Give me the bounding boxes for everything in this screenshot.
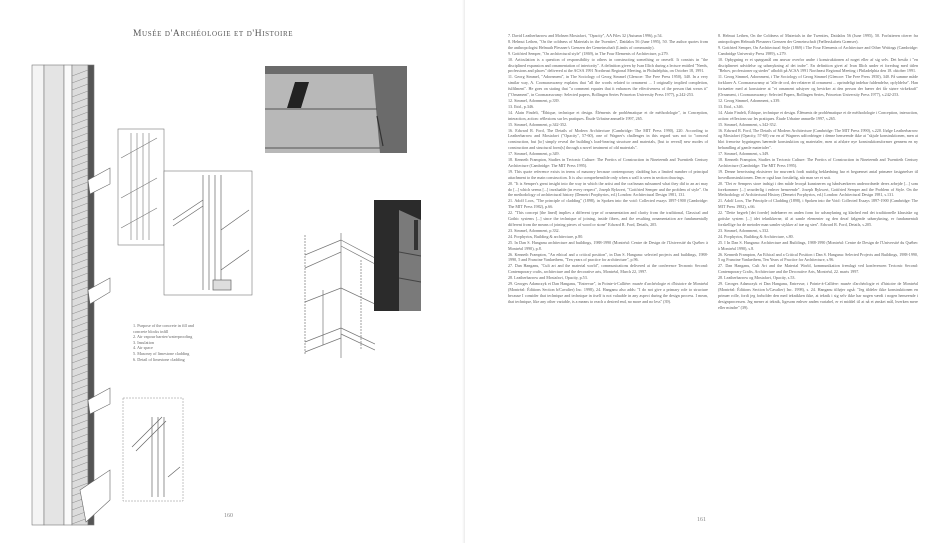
footnote: 8. Helmut Lethen, On the Coldness of Materials in the Twenties, Daidalos 56 (June 1995), 50. Forfatteren citerer fra antropologen Helmuth Plessners Grenzen der Gemeinschaft (Fællesskabets Grænser). [718, 33, 918, 44]
footnote: 21. Adolf Loos, "The principle of cladding" (1898), in Spoken into the void: Collected essays 1897-1900 (Cambridge: The MIT Press 1982), p.66. [508, 198, 708, 210]
footnote: 17. Simmel, Adornment, s.349. [718, 151, 770, 157]
footnote: 26. Kenneth Frampton, "An ethical and a critical position", in Dan S. Hanganu: selected projects and buildings, 1988-1990, 5 and Francine Vanlaethem, "Ten years of practice for architecture", p.96. [508, 251, 708, 263]
footnote: 27. Dan Hanganu, "Cult art and the material world", communications delivered at the conference Tecnonic Second: Contemporary crafts, architecture and the decorative arts, Montréal, March 22, 1997. [508, 263, 708, 275]
figure-caption [133, 323, 243, 362]
cladding-detail-drawing-1 [117, 128, 165, 246]
footnote: 25. In Dan S. Hanganu architecture and buildings, 1988-1990 (Montréal: Centre de Design de l'Université du Québec à Montréal 1990), p.8. [508, 239, 708, 251]
footnote: 13. Ibid., s.346. [718, 103, 744, 109]
caption-line: concrete blocks infill [133, 328, 169, 334]
caption-line: 3. Insulation [133, 339, 154, 345]
notes-column-english [508, 33, 708, 305]
caption-line: 6. Detail of limestone cladding [133, 356, 185, 362]
page-number-right: 161 [697, 517, 706, 523]
footnote: 10. Opbygning er et spørgsmål om ansvar overfor andre i konstruktionen af noget eller af sig selv. Det består i "en disciplineret udvidelse og udsmykning af det indre". En definition givet af Ivan Illich under et foredrag med titlen "Behov, professioner og steder" afholdt på ACSA 1991 Northeast Regional Meeting i Philadelphia den 18. oktober 1991. [718, 56, 918, 74]
footnote: 11. Georg Simmel, Adornment, i The Sociology of Georg Simmel (Glencoe: The Free Press 1950), 340. På samme måde forklarer A. Coomaraswamy at "alle de ord, der relaterer til ornament ... oprindeligt indebar fuldendelse, opfyldelse". Han fortsætter med at konstatere at "et ornament udstyrer og bevirker at den person der bærer det får større virkekraft" (Ornament, i Coomaraswamy: Selected Papers, Bollingen Series, Princeton University Press 1977), s.242-253. [718, 74, 918, 98]
footnote: 12. Georg Simmel, Adornment, s.339. [718, 97, 781, 103]
footnote: 29. Georges Adamczyk et Dan Hanganu, "Entrevue", in Pointe-à-Callière: musée d'archéologie et d'histoire de Montréal (Montréal: Éditions Section b/Cavalier) Inc. 1998), 24. Hanganu also adds: "I do not give a primary role to structure because I consider that technique and technique in itself is not valuable in any aspect during the design process. I mean, that technique, like any other variable, is a means to reach a desired end, no more and no less" (39). [508, 281, 708, 304]
footnote: 23. Simmel, Adornment, s.332. [718, 227, 770, 233]
footnote: 19. Denne henvisning eksisterer for murværk fordi nutidig beklædning har et begrænset antal primære fastgørelser til hovedkonstruktionen. Den er også kun forståelig, når man ser et snit. [718, 168, 918, 180]
footnote: 29. Georges Adamczyk et Dan Hanganu, Entrevue, i Pointe-à-Callière: musée d'archéologie et d'histoire de Montréal (Montréal: Éditions Section b/Cavalier) Inc. 1998), s. 24. Hanganu tilføjer også: "Jeg tildeler ikke konstruktionen en primær rolle, fordi jeg forholder den med teknikken ikke, at teknik i sig selv ikke har nogen værdi i nogen henseende i designprocessen. Jeg mener at teknik, ligesom enhver anden variabel, er et middel til at nå et ønsket mål, hverken mere eller mindre" (39). [718, 281, 918, 310]
footnote: 26. Kenneth Frampton, An Ethical and a Critical Position i Dan S. Hanganu: Selected Projects and Buildings, 1988-1990, 5 og Francine Vanlaethem, Ten Years of Practice for Architecture, s.96. [718, 251, 918, 263]
footnote: 18. Kenneth Frampton, Studies in Tectonic Culture: The Poetics of Construction in Nineteenth and Twentieth Century Architecture (Cambridge: The MIT Press 1995). [508, 157, 708, 168]
footnote: 7. David Leatherbarrow and Mohsen Mostafavi, "Opacity", AA Files 32 (Autumn 1996), p.54. [508, 33, 663, 38]
page-number-left: 160 [224, 513, 233, 519]
caption-line: 1. Purpose of the concrete in fill and [133, 323, 194, 328]
footnote: 18. Kenneth Frampton, Studies in Tectonic Culture: The Poetics of Construction in Nineteenth and Twentieth Century Architecture (Cambridge: The MIT Press 1995). [718, 157, 918, 168]
footnote: 9. Gottfried Semper, On Architectural Style (1869) i The Four Elements of Architecture and Other Writings (Cambridge: Cambridge University Press 1989), s.279. [718, 44, 918, 56]
footnote: 19. This quote reference exists in terms of masonry because contemporary cladding has a limited number of principal attachment to the main construction. It is also comprehensible only when a wall is seen in section drawings. [508, 168, 708, 180]
footnote: 10. Articulation is a question of responsibility to others in constructing something or oneself. It consists in "the disciplined expansion and ornamentation of interiority". A definition given by Ivan Illich during a lecture entitled "Needs, professions and places" delivered at the ACSA 1991 Northeast Regional Meeting, in Philadelphia, on October 18, 1991. [508, 56, 708, 74]
footnote: 20. "It is Semper's great insight into the way in which the artist and the craftsman subsumed what they did to an art may do [...] which seems [...] invaluable (in every respect", Joseph Rykwert, "Gottfried Semper and the problem of style". On the methodology of architectural history (Demetri Porphyrios, ed.) London: Architectural Design 1981, 131. [508, 180, 708, 198]
footnote: 24. Porphyrios, Building & Architecture, s.80. [718, 233, 794, 239]
footnote: 14. Alain Findeli, Éthique, technique et design. Éléments de problématique et de méthodologie i Conception, interaction, action: réflexions sur les pratiques. Étude Urbaine annuelle 1997, s.265. [718, 109, 918, 121]
footnote: 16. Edward R. Ford, The Details of Modern Architecture (Cambridge: The MIT Press 1990), s.220. Ifølge Leatherbarrow og Mostafavi (Opacity, 57-60) var en af Wagners udfordringer i denne henseende ikke at "skjule konstruktionen, men at blot fremvise bygningens bærende konstruktion og materialer, men at afsløre nye konstruktionsformer gennem en ny behandling af gamle materialer". [718, 127, 918, 151]
tower-photo [374, 200, 421, 311]
footnote: 11. Georg Simmel, "Adornment", in The Sociology of Georg Simmel (Glencoe: The Free Press 1950), 340. In a very similar way, A. Coomaraswamy explains that "all the words related to ornament ... I originally implied completion, fulfilment". He goes on stating that "a comment equates that it enhances the effectiveness of the person that wears it" ("Ornament", in Coomaraswamy: Selected papers, Bollingen Series Princeton University Press 1977), p.242-253. [508, 74, 708, 98]
footnote: 25. I In Dan S. Hanganu: Architecture and Buildings, 1988-1990 (Montréal: Centre de Design de l'Université du Québec à Montréal 1990), s.8. [718, 239, 918, 251]
wall-section-axonometric-drawing [30, 60, 112, 530]
footnote: 13. Ibid., p.346. [508, 103, 535, 109]
footnote: 15. Simmel, Adornment, s.342-352. [718, 121, 777, 127]
footnote: 17. Simmel, Adornment, p.349. [508, 151, 560, 157]
corner-cornice-drawing [303, 230, 375, 360]
footnote: 21. Adolf Loos, The Principle of Cladding (1898), i Spoken into the Void: Collected Essays 1897-1900 (Cambridge: The MIT Press 1982), s.66. [718, 198, 918, 210]
roof-photo [265, 66, 407, 153]
footnote: 9. Gottfried Semper, "On architectural style" (1869), in The Four Elements of Architecture, p.279. [508, 50, 669, 56]
caption-line: 5. Masonry of limestone cladding [133, 350, 190, 356]
running-head: Musée d'Archéologie et d'Histoire [133, 29, 294, 39]
footnote: 8. Helmut Lethen, "On the coldness of Materials in the Twenties", Daidalos 56 (June 1995), 50. The author quotes from the anthropologist Helmuth Plessner's Grenzen der Gemeinschaft (Limits of community). [508, 38, 708, 50]
footnote: 14. Alain Findeli, "Éthique, technique et design. Éléments de problématique et de méthodologie", in Conception, interaction, action: réflexions sur les pratiques. Étude Urbaine annuelle 1997, 265. [508, 109, 708, 121]
footnote: 20. "Det er Sempers store indsigt i den måde hvorpå kunstneren og håndværkeren underordnede deres arbejde [...] som forekommer [...] uvurderlig i enhver henseende". Joseph Rykwert, Gottfried Semper and the Problem of Style. On the Methodology of Architectural History (Demetri Porphyrios, ed.) London: Architectural Design 1981, s.131. [718, 180, 918, 198]
cladding-detail-drawing-2 [163, 170, 253, 310]
caption-line: 2. Air vapour barrier/waterproofing [133, 334, 193, 340]
footnote: 22. "This concept [the lined] implies a different type of ornamentation and clarity from the traditional, Classical and Gothic systems [...] since the technique of joining, inside fibers, and the resulting ornamentation are fundamentally different from the means of joining pieces of wood or stone" Edward R. Ford, Details, 205. [508, 210, 708, 227]
footnote: 28. Leatherbarrow and Mostafavi, Opacity, p.53. [508, 275, 588, 281]
caption-line: 4. Air space [133, 345, 153, 351]
footnote: 15. Simmel, Adornment, p.342-352. [508, 121, 568, 127]
footnote: 27. Dan Hanganu, Cult Art and the Material World, kommunikation fremlagt ved konferencen Tectonic Second: Contemporary Crafts, Architecture and the Decorative Arts, Montréal, 22. marts 1997. [718, 263, 918, 275]
notes-column-danish [718, 33, 918, 311]
footnote: 12. Simmel, Adornment, p.339. [508, 97, 560, 103]
footnote: 16. Edward R. Ford, The Details of Modern Architecture (Cambridge: The MIT Press 1990), 220. According to Leatherbarrow and Mostafavi ("Opacity", 57-60), one of Wagner's challenges in this regard was not to "conceal construction, but [to] simply reveal the building's load-bearing structure and materials, [but to reveal] new modes of construction and structural form[s] through a novel treatment of old materials". [508, 127, 708, 151]
footnote: 28. Leatherbarrow og Mostafavi, Opacity, s.53. [718, 275, 796, 281]
cladding-detail-drawing-3 [122, 397, 184, 502]
footnote: 22. "Dette begreb [det forede] indebærer en anden form for udsmykning og klarhed end det traditionelle klassiske og gotiske system [...] idet teknikkerne, til at samle elementer og den deraf følgende udsmykning, er fundamentalt forskellige fra de metoder man samler stykker af træ og sten". Edward R. Ford, Details, s.205. [718, 210, 918, 227]
footnote: 24. Porphyrios, Building & architecture, p.80. [508, 233, 584, 239]
footnote: 23. Simmel, Adornment, p.332. [508, 227, 560, 233]
